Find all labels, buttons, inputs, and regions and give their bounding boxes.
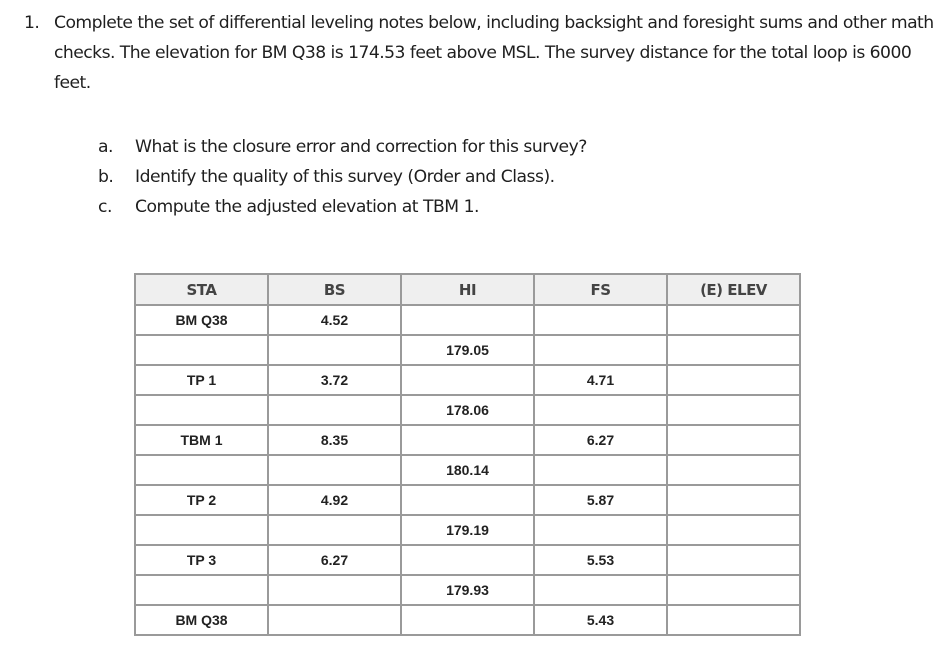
cell-hi [401, 485, 534, 515]
sub-question-text: Compute the adjusted elevation at TBM 1. [135, 197, 479, 217]
table-row [135, 575, 800, 605]
cell-elev [667, 305, 800, 335]
cell-hi [401, 545, 534, 575]
cell-sta [135, 455, 268, 485]
problem-number: 1. [24, 13, 40, 33]
cell-bs: 4.92 [268, 485, 401, 515]
cell-fs [534, 305, 667, 335]
cell-bs: 4.52 [268, 305, 401, 335]
cell-elev [667, 335, 800, 365]
table-row [135, 455, 800, 485]
table-row [135, 485, 800, 515]
cell-elev [667, 425, 800, 455]
header-elev: (E) ELEV [667, 274, 800, 305]
cell-elev [667, 485, 800, 515]
header-sta: STA [135, 274, 268, 305]
cell-elev [667, 575, 800, 605]
cell-fs: 5.53 [534, 545, 667, 575]
table-row [135, 605, 800, 635]
sub-question-a [98, 132, 587, 162]
cell-bs [268, 455, 401, 485]
cell-fs: 5.43 [534, 605, 667, 635]
header-fs: FS [534, 274, 667, 305]
cell-elev [667, 455, 800, 485]
cell-fs [534, 575, 667, 605]
cell-sta: TP 2 [135, 485, 268, 515]
cell-fs: 6.27 [534, 425, 667, 455]
cell-sta [135, 515, 268, 545]
cell-bs [268, 395, 401, 425]
cell-sta: TP 3 [135, 545, 268, 575]
cell-hi [401, 425, 534, 455]
table-row [135, 365, 800, 395]
cell-hi: 178.06 [401, 395, 534, 425]
cell-fs [534, 335, 667, 365]
table-row [135, 335, 800, 365]
cell-bs: 8.35 [268, 425, 401, 455]
cell-sta: BM Q38 [135, 305, 268, 335]
cell-bs [268, 605, 401, 635]
sub-question-c [98, 192, 587, 222]
cell-sta [135, 575, 268, 605]
problem-statement [24, 8, 939, 98]
cell-hi: 179.05 [401, 335, 534, 365]
cell-hi [401, 365, 534, 395]
header-hi: HI [401, 274, 534, 305]
cell-fs [534, 455, 667, 485]
cell-hi [401, 305, 534, 335]
cell-sta: TP 1 [135, 365, 268, 395]
cell-elev [667, 605, 800, 635]
cell-bs [268, 575, 401, 605]
table-row [135, 425, 800, 455]
table-row [135, 395, 800, 425]
cell-hi: 179.19 [401, 515, 534, 545]
cell-fs: 4.71 [534, 365, 667, 395]
sub-question-letter: c. [98, 197, 112, 217]
cell-fs: 5.87 [534, 485, 667, 515]
cell-bs [268, 515, 401, 545]
cell-fs [534, 395, 667, 425]
cell-sta: TBM 1 [135, 425, 268, 455]
cell-sta [135, 335, 268, 365]
cell-hi [401, 605, 534, 635]
cell-hi: 179.93 [401, 575, 534, 605]
table-row [135, 545, 800, 575]
cell-hi: 180.14 [401, 455, 534, 485]
sub-question-text: Identify the quality of this survey (Order and Class). [135, 167, 555, 187]
cell-bs: 3.72 [268, 365, 401, 395]
sub-question-text: What is the closure error and correction for this survey? [135, 137, 587, 157]
cell-elev [667, 395, 800, 425]
table-row [135, 305, 800, 335]
sub-question-list [98, 132, 587, 222]
leveling-notes-table [134, 273, 801, 636]
cell-elev [667, 365, 800, 395]
table-header-row [135, 274, 800, 305]
cell-sta [135, 395, 268, 425]
problem-text: Complete the set of differential leveling notes below, including backsight and foresight sums and other math checks. The elevation for BM Q38 is 174.53 feet above MSL. The survey distance for the total loop is 6000 feet. [54, 13, 934, 93]
table-row [135, 515, 800, 545]
sub-question-letter: a. [98, 137, 113, 157]
cell-bs [268, 335, 401, 365]
cell-elev [667, 515, 800, 545]
cell-sta: BM Q38 [135, 605, 268, 635]
sub-question-b [98, 162, 587, 192]
header-bs: BS [268, 274, 401, 305]
cell-bs: 6.27 [268, 545, 401, 575]
cell-fs [534, 515, 667, 545]
cell-elev [667, 545, 800, 575]
sub-question-letter: b. [98, 167, 114, 187]
